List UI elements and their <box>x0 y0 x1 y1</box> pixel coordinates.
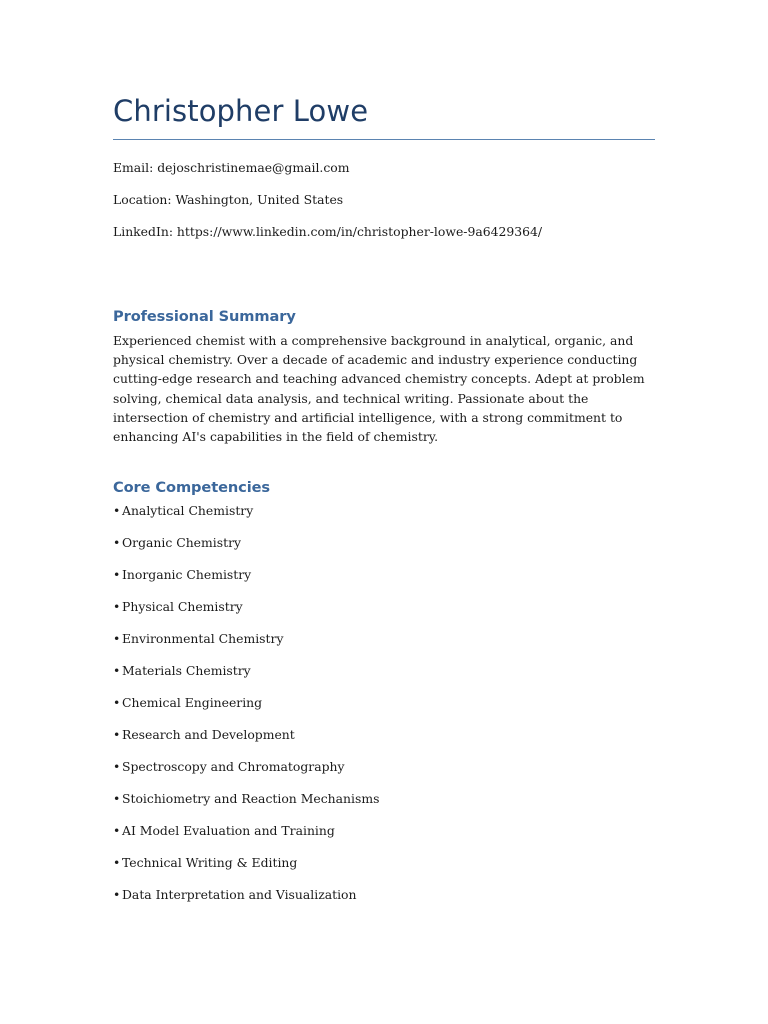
bullet-glyph: • <box>113 855 121 870</box>
competency-label: Inorganic Chemistry <box>122 567 252 582</box>
list-item <box>113 727 379 759</box>
list-item <box>113 887 379 919</box>
bullet-glyph: • <box>113 535 121 550</box>
competency-label: Technical Writing & Editing <box>122 855 298 870</box>
competency-label: Analytical Chemistry <box>122 503 254 518</box>
competency-label: Materials Chemistry <box>122 663 251 678</box>
bullet-glyph: • <box>113 727 121 742</box>
competency-label: Organic Chemistry <box>122 535 241 550</box>
bullet-glyph: • <box>113 887 121 902</box>
candidate-name: Christopher Lowe <box>113 94 369 128</box>
list-item <box>113 759 379 791</box>
list-item <box>113 823 379 855</box>
competencies-heading: Core Competencies <box>113 479 271 496</box>
competency-label: Chemical Engineering <box>122 695 263 710</box>
list-item <box>113 791 379 823</box>
list-item <box>113 631 379 663</box>
competencies-list <box>113 503 379 919</box>
contact-linkedin: LinkedIn: https://www.linkedin.com/in/christopher-lowe-9a6429364/ <box>113 224 543 239</box>
bullet-glyph: • <box>113 823 121 838</box>
name-divider <box>113 139 655 140</box>
list-item <box>113 663 379 695</box>
competency-label: Environmental Chemistry <box>122 631 284 646</box>
list-item <box>113 855 379 887</box>
competency-label: Research and Development <box>122 727 295 742</box>
list-item <box>113 503 379 535</box>
bullet-glyph: • <box>113 791 121 806</box>
bullet-glyph: • <box>113 631 121 646</box>
competency-label: Spectroscopy and Chromatography <box>122 759 345 774</box>
competency-label: Stoichiometry and Reaction Mechanisms <box>122 791 380 806</box>
summary-heading: Professional Summary <box>113 308 296 325</box>
contact-location: Location: Washington, United States <box>113 192 344 207</box>
bullet-glyph: • <box>113 695 121 710</box>
bullet-glyph: • <box>113 503 121 518</box>
list-item <box>113 567 379 599</box>
contact-email: Email: dejoschristinemae@gmail.com <box>113 160 350 175</box>
bullet-glyph: • <box>113 663 121 678</box>
bullet-glyph: • <box>113 599 121 614</box>
competency-label: AI Model Evaluation and Training <box>122 823 335 838</box>
competency-label: Data Interpretation and Visualization <box>122 887 357 902</box>
competency-label: Physical Chemistry <box>122 599 243 614</box>
list-item <box>113 599 379 631</box>
list-item <box>113 695 379 727</box>
summary-text: Experienced chemist with a comprehensive background in analytical, organic, and physical chemistry. Over a decade of academic and industry experience conducting cutting-edge research and teaching advanced chemistry concepts. Adept at problem solving, chemical data analysis, and technical writing. Passionate about the intersection of chemistry and artificial intelligence, with a strong commitment to enhancing AI's capabilities in the field of chemistry. <box>113 333 645 445</box>
list-item <box>113 535 379 567</box>
bullet-glyph: • <box>113 759 121 774</box>
bullet-glyph: • <box>113 567 121 582</box>
